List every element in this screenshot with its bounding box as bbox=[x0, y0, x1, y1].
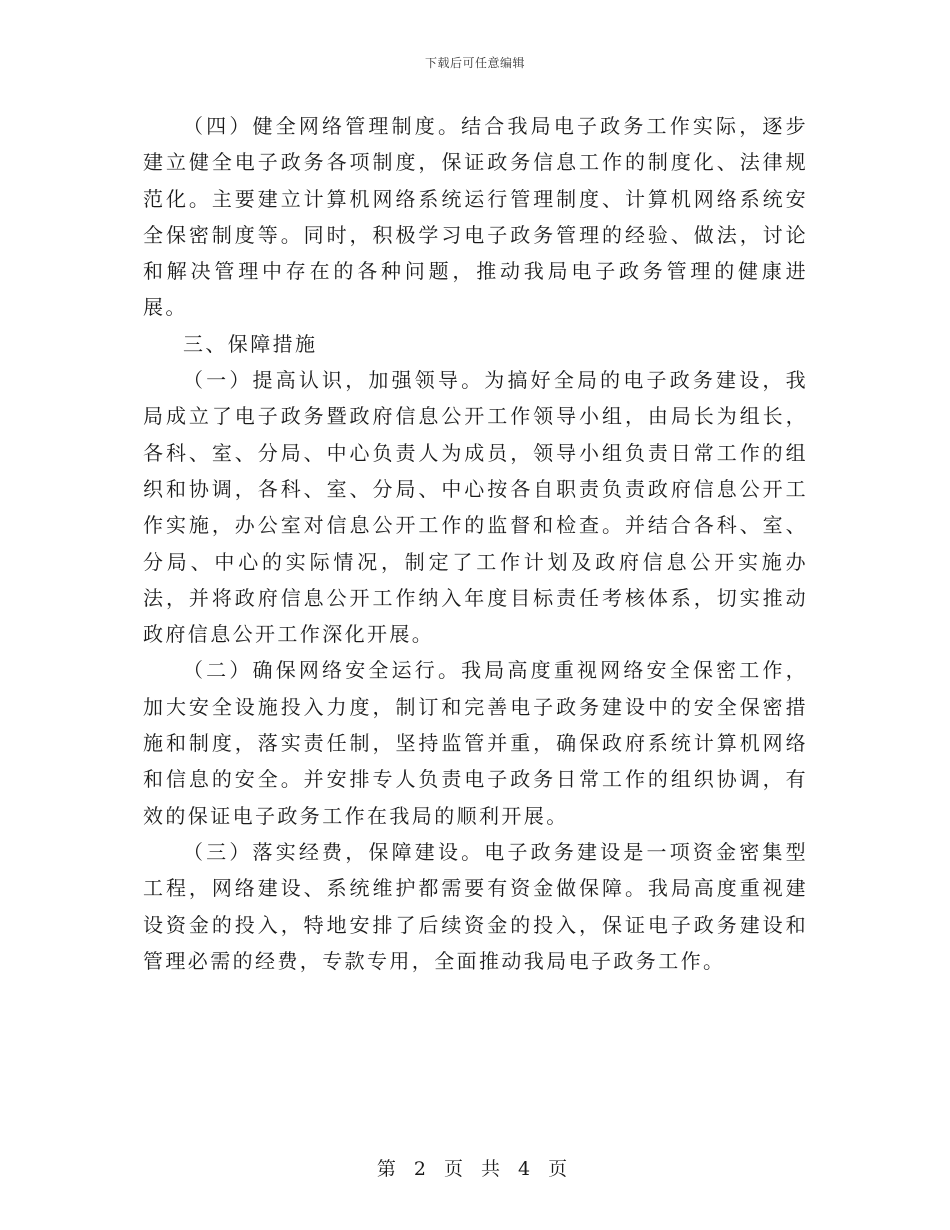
page-header: 下载后可任意编辑 bbox=[424, 56, 525, 70]
paragraph-network-management: （四）健全网络管理制度。结合我局电子政务工作实际，逐步建立健全电子政务各项制度，保证政务信息工作的制度化、法律规范化。主要建立计算机网络系统运行管理制度、计算机网络系统安全保密制度等。同时，积极学习电子政务管理的经验、做法，讨论和解决管理中存在的各种问题，推动我局电子政务管理的健康进展。 bbox=[143, 114, 808, 320]
document-body bbox=[143, 108, 808, 979]
paragraph-funding: （三）落实经费，保障建设。电子政务建设是一项资金密集型工程，网络建设、系统维护都需要有资金做保障。我局高度重视建设资金的投入，特地安排了后续资金的投入，保证电子政务建设和管理必需的经费，专款专用，全面推动我局电子政务工作。 bbox=[143, 839, 808, 973]
page-number: 第 2 页 共 4 页 bbox=[376, 1158, 574, 1180]
section-heading-safeguards: 三、保障措施 bbox=[183, 331, 318, 356]
paragraph-leadership: （一）提高认识，加强领导。为搞好全局的电子政务建设，我局成立了电子政务暨政府信息公开工作领导小组，由局长为组长，各科、室、分局、中心负责人为成员，领导小组负责日常工作的组织和协调，各科、室、分局、中心按各自职责负责政府信息公开工作实施，办公室对信息公开工作的监督和检查。并结合各科、室、分局、中心的实际情况，制定了工作计划及政府信息公开实施办法，并将政府信息公开工作纳入年度目标责任考核体系，切实推动政府信息公开工作深化开展。 bbox=[143, 368, 808, 647]
paragraph-network-security: （二）确保网络安全运行。我局高度重视网络安全保密工作，加大安全设施投入力度，制订和完善电子政务建设中的安全保密措施和制度，落实责任制，坚持监管并重，确保政府系统计算机网络和信息的安全。并安排专人负责电子政务日常工作的组织协调，有效的保证电子政务工作在我局的顺利开展。 bbox=[143, 658, 808, 828]
